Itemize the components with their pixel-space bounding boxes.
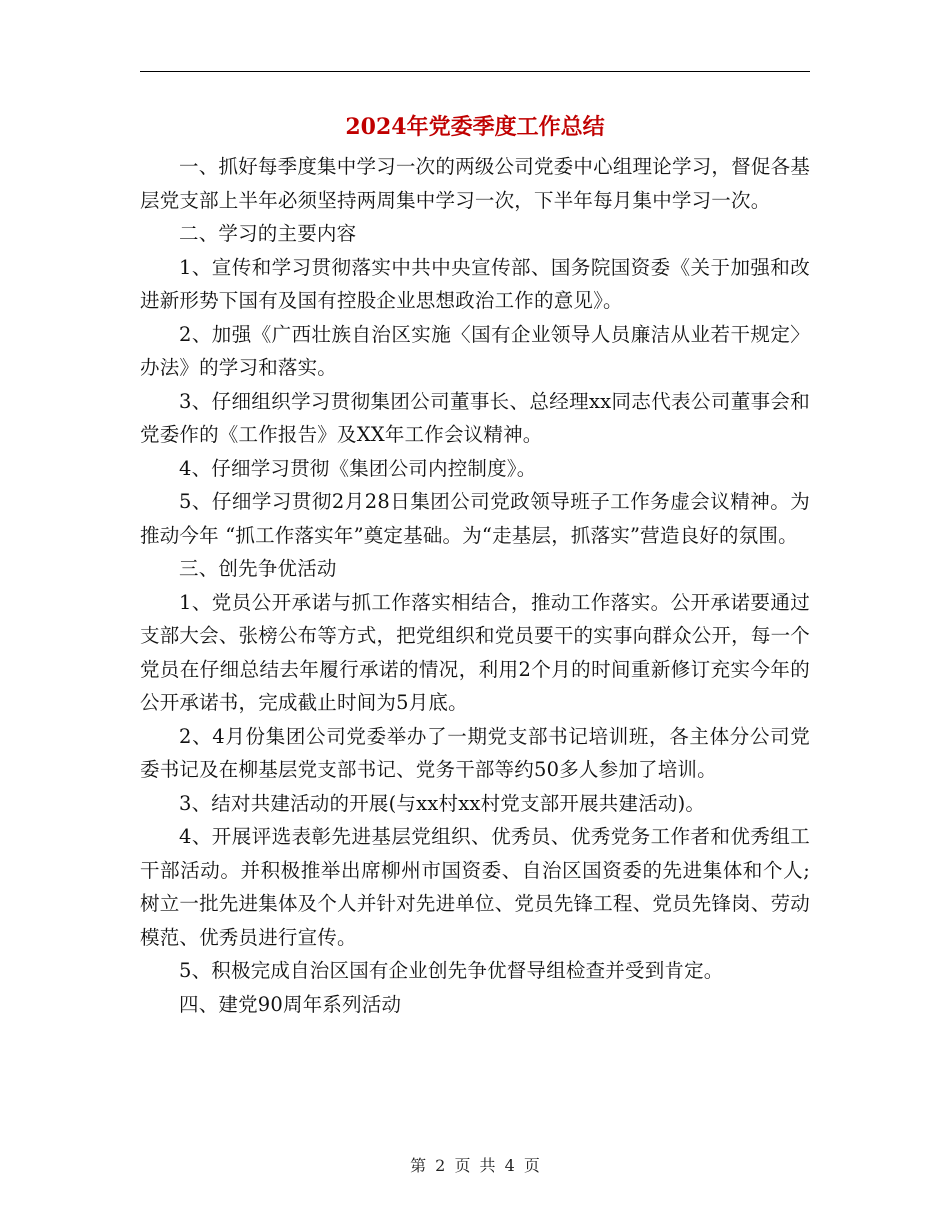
document-body [140,150,810,1021]
paragraph-1: 一、抓好每季度集中学习一次的两级公司党委中心组理论学习，督促各基层党支部上半年必须坚持两周集中学习一次，下半年每月集中学习一次。 [140,155,810,212]
paragraph-9: 1、党员公开承诺与抓工作落实相结合，推动工作落实。公开承诺要通过支部大会、张榜公布等方式，把党组织和党员要干的实事向群众公开，每一个党员在仔细总结去年履行承诺的情况，利用2个月的时间重新修订充实今年的公开承诺书，完成截止时间为5月底。 [140,590,810,714]
paragraph-11: 3、结对共建活动的开展(与xx村xx村党支部开展共建活动)。 [179,791,706,815]
paragraph-4: 2、加强《广西壮族自治区实施〈国有企业领导人员廉洁从业若干规定〉办法》的学习和落实。 [140,322,810,379]
paragraph-5: 3、仔细组织学习贯彻集团公司董事长、总经理xx同志代表公司董事会和党委作的《工作报告》及XX年工作会议精神。 [140,389,810,446]
section-heading-3: 三、创先争优活动 [179,557,337,580]
paragraph-13: 5、积极完成自治区国有企业创先争优督导组检查并受到肯定。 [179,959,724,982]
section-heading-4: 四、建党90周年系列活动 [179,992,402,1016]
section-heading-2: 二、学习的主要内容 [179,222,357,245]
header-rule [140,71,810,72]
paragraph-7: 5、仔细学习贯彻2月28日集团公司党政领导班子工作务虚会议精神。为推动今年 “抓工作落实年”奠定基础。为“走基层，抓落实”营造良好的氛围。 [140,490,810,547]
paragraph-6: 4、仔细学习贯彻《集团公司内控制度》。 [179,456,537,480]
paragraph-3: 1、宣传和学习贯彻落实中共中央宣传部、国务院国资委《关于加强和改进新形势下国有及国有控股企业思想政治工作的意见》。 [140,255,810,312]
document-title: 2024年党委季度工作总结 [345,114,605,140]
paragraph-12: 4、开展评选表彰先进基层党组织、优秀员、优秀党务工作者和优秀组工干部活动。并积极推举出席柳州市国资委、自治区国资委的先进集体和个人;树立一批先进集体及个人并针对先进单位、党员先锋工程、党员先锋岗、劳动模范、优秀员进行宣传。 [140,825,810,949]
page-number-footer: 第 2 页 共 4 页 [410,1156,540,1175]
paragraph-10: 2、4月份集团公司党委举办了一期党支部书记培训班，各主体分公司党委书记及在柳基层党支部书记、党务干部等约50多人参加了培训。 [140,724,810,781]
